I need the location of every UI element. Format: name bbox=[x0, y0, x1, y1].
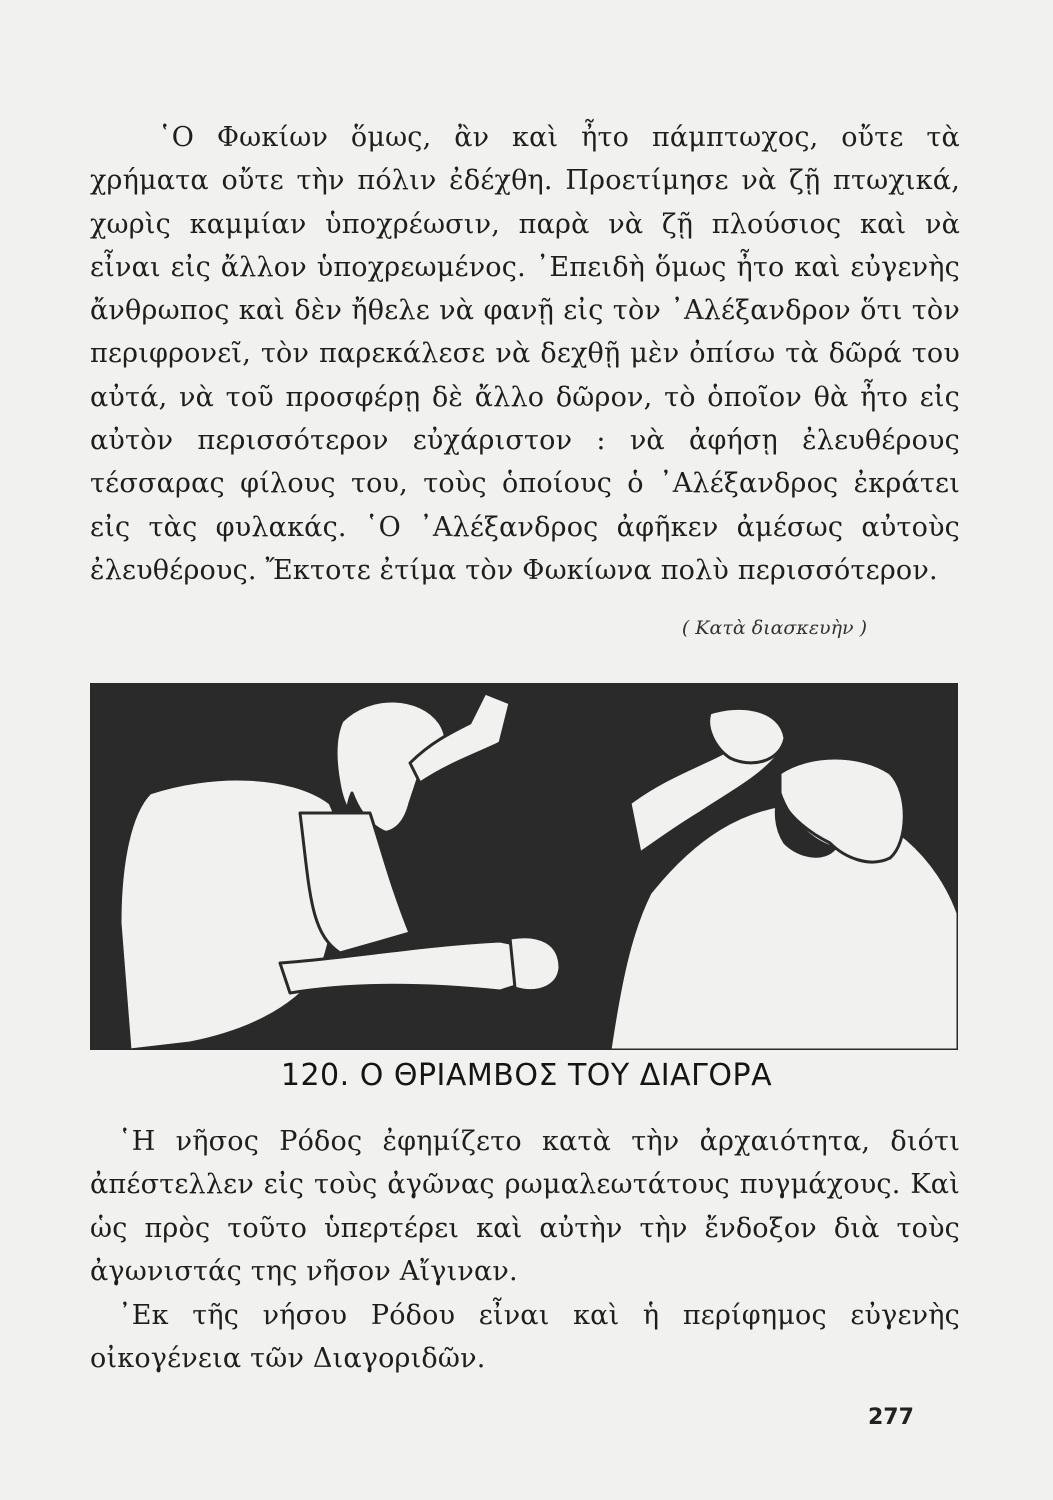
boxers-illustration bbox=[90, 683, 958, 1050]
story-paragraph: ῾Ο Φωκίων ὅμως, ἂν καὶ ἦτο πάμπτωχος, οὔτε τὰ χρήματα οὔτε τὴν πόλιν ἐδέχθη. Προετίμησε νὰ ζῇ πτωχικά, χωρὶς καμμίαν ὑποχρέωσιν, παρὰ νὰ ζῇ πλούσιος καὶ νὰ εἶναι εἰς ἄλλον ὑποχρεωμένος. ᾿Επειδὴ ὅμως ἦτο καὶ εὐγενὴς ἄνθρωπος καὶ δὲν ἤθελε νὰ φανῇ εἰς τὸν ᾿Αλέξανδρον ὅτι τὸν περιφρονεῖ, τὸν παρεκάλεσε νὰ δεχθῇ μὲν ὀπίσω τὰ δῶρά του αὐτά, νὰ τοῦ προσφέρῃ δὲ ἄλλο δῶρον, τὸ ὁποῖον θὰ ἦτο εἰς αὐτὸν περισσότερον εὐχάριστον : νὰ ἀφήσῃ ἐλευθέρους τέσσαρας φίλους του, τοὺς ὁποίους ὁ ᾿Αλέξανδρος ἐκράτει εἰς τὰς φυλακάς. ῾Ο ᾿Αλέξανδρος ἀφῆκεν ἀμέσως αὐτοὺς ἐλευθέρους. Ἔκτοτε ἐτίμα τὸν Φωκίωνα πολὺ περισσότερον. bbox=[90, 122, 960, 586]
source-credit: ( Κατὰ διασκευὴν ) bbox=[681, 617, 867, 639]
chapter-heading: 120. Ο ΘΡΙΑΜΒΟΣ ΤΟΥ ΔΙΑΓΟΡΑ bbox=[280, 1058, 773, 1093]
boxers-drawing bbox=[90, 683, 958, 1050]
page-number: 277 bbox=[868, 1405, 914, 1430]
chapter-paragraph-2: ᾿Εκ τῆς νήσου Ρόδου εἶναι καὶ ἡ περίφημος εὐγενὴς οἰκογένεια τῶν Διαγοριδῶν. bbox=[90, 1300, 960, 1375]
chapter-paragraph-1: ῾Η νῆσος Ρόδος ἐφημίζετο κατὰ τὴν ἀρχαιότητα, διότι ἀπέστελλεν εἰς τοὺς ἀγῶνας ρωμαλεωτάτους πυγμάχους. Καὶ ὡς πρὸς τοῦτο ὑπερτέρει καὶ αὐτὴν τὴν ἔνδοξον διὰ τοὺς ἀγωνιστάς της νῆσον Αἴγιναν. bbox=[90, 1126, 960, 1287]
